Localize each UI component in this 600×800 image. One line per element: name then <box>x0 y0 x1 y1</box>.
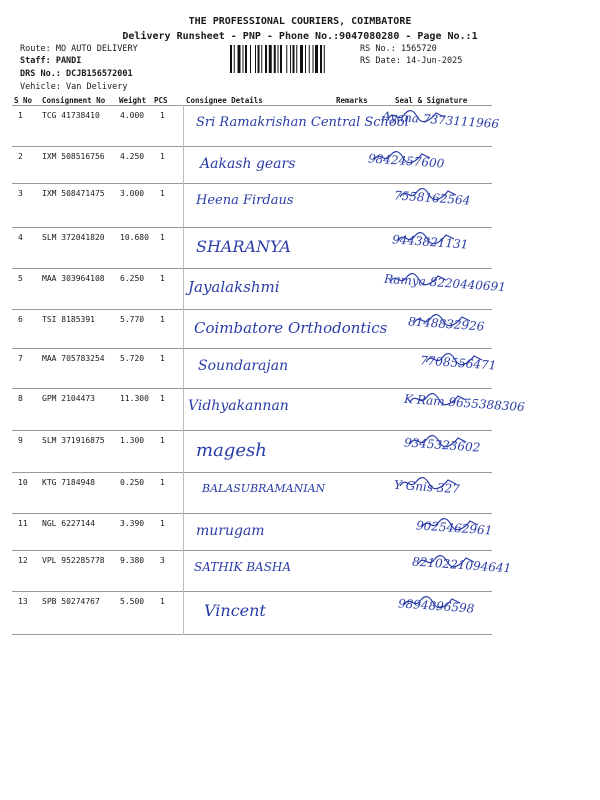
handwritten-consignee: BALASUBRAMANIAN <box>202 482 326 495</box>
handwritten-consignee: Heena Firdaus <box>196 193 294 208</box>
cell-sno: 11 <box>18 519 28 528</box>
cell-sno: 6 <box>18 315 23 324</box>
cell-sno: 7 <box>18 354 23 363</box>
consignee-col-divider <box>183 105 184 635</box>
col-header-sno: S No <box>14 96 33 105</box>
cell-pcs: 1 <box>160 152 165 161</box>
row-divider <box>12 146 492 147</box>
cell-pcs: 1 <box>160 189 165 198</box>
runsheet-subtitle: Delivery Runsheet - PNP - Phone No.:9047080280 - Page No.:1 <box>122 31 478 42</box>
handwritten-signature: 8210221094641 <box>411 554 512 576</box>
barcode-graphic <box>230 45 354 73</box>
cell-weight: 1.300 <box>120 436 145 445</box>
cell-weight: 5.500 <box>120 597 145 606</box>
cell-weight: 9.380 <box>120 556 145 565</box>
handwritten-signature: Ramya 8220440691 <box>383 271 507 295</box>
handwritten-consignee: Soundarajan <box>198 358 289 374</box>
signature-scribble <box>420 517 480 531</box>
cell-sno: 8 <box>18 394 23 403</box>
handwritten-consignee: murugam <box>196 523 265 539</box>
row-divider <box>12 348 492 349</box>
cell-weight: 3.390 <box>120 519 145 528</box>
row-divider <box>12 183 492 184</box>
cell-pcs: 1 <box>160 233 165 242</box>
cell-pcs: 1 <box>160 478 165 487</box>
handwritten-signature: 9894896598 <box>397 596 475 616</box>
cell-weight: 10.680 <box>120 233 149 242</box>
cell-consignment: SPB 50274767 <box>42 597 100 606</box>
handwritten-consignee: SHARANYA <box>196 237 291 256</box>
handwritten-signature: 7558162564 <box>393 188 471 208</box>
cell-weight: 5.770 <box>120 315 145 324</box>
cell-consignment: GPM 2104473 <box>42 394 95 403</box>
cell-sno: 3 <box>18 189 23 198</box>
cell-consignment: MAA 705783254 <box>42 354 105 363</box>
handwritten-consignee: Sri Ramakrishan Central School <box>196 115 409 130</box>
handwritten-signature: Ayana 7373111966 <box>381 108 500 132</box>
cell-weight: 0.250 <box>120 478 145 487</box>
cell-consignment: TSI 8185391 <box>42 315 95 324</box>
row-divider <box>12 472 492 473</box>
handwritten-consignee: Vidhyakannan <box>188 398 289 414</box>
handwritten-signature: 9025462961 <box>415 518 493 538</box>
handwritten-consignee: magesh <box>196 440 267 461</box>
signature-scribble <box>408 434 468 448</box>
cell-sno: 9 <box>18 436 23 445</box>
handwritten-signature: 9345323602 <box>403 435 481 455</box>
cell-weight: 4.250 <box>120 152 145 161</box>
staff-info: Staff: PANDI <box>20 56 82 66</box>
signature-scribble <box>424 352 484 366</box>
handwritten-consignee: Vincent <box>204 601 266 620</box>
page-title: THE PROFESSIONAL COURIERS, COIMBATORE <box>188 16 412 27</box>
cell-consignment: IXM 508471475 <box>42 189 105 198</box>
handwritten-consignee: Coimbatore Orthodontics <box>194 319 388 337</box>
col-header-remarks: Remarks <box>336 96 368 105</box>
signature-scribble <box>388 272 448 286</box>
cell-consignment: SLM 372041820 <box>42 233 105 242</box>
signature-scribble <box>398 187 458 201</box>
signature-scribble <box>416 554 476 568</box>
drs-info: DRS No.: DCJB156572001 <box>20 69 133 79</box>
signature-scribble <box>386 109 446 123</box>
cell-pcs: 1 <box>160 394 165 403</box>
cell-sno: 13 <box>18 597 28 606</box>
cell-consignment: MAA 303964108 <box>42 274 105 283</box>
cell-sno: 10 <box>18 478 28 487</box>
handwritten-signature: 9443821131 <box>391 232 469 252</box>
handwritten-consignee: Jayalakshmi <box>188 278 280 296</box>
cell-sno: 12 <box>18 556 28 565</box>
row-divider <box>12 591 492 592</box>
signature-scribble <box>398 476 458 490</box>
header-rule <box>12 105 492 106</box>
row-divider <box>12 268 492 269</box>
cell-sno: 2 <box>18 152 23 161</box>
cell-pcs: 1 <box>160 315 165 324</box>
cell-weight: 3.000 <box>120 189 145 198</box>
col-header-consignee: Consignee Details <box>186 96 263 105</box>
handwritten-signature: K Ram 9655388306 <box>403 391 526 415</box>
handwritten-signature: 9842457600 <box>367 151 445 171</box>
row-divider <box>12 513 492 514</box>
col-header-weight: Weight <box>119 96 147 105</box>
cell-sno: 5 <box>18 274 23 283</box>
signature-scribble <box>408 392 468 406</box>
cell-weight: 6.250 <box>120 274 145 283</box>
cell-pcs: 1 <box>160 111 165 120</box>
cell-consignment: SLM 371916875 <box>42 436 105 445</box>
row-divider <box>12 309 492 310</box>
row-divider <box>12 634 492 635</box>
cell-pcs: 1 <box>160 354 165 363</box>
cell-consignment: NGL 6227144 <box>42 519 95 528</box>
cell-pcs: 1 <box>160 519 165 528</box>
cell-pcs: 1 <box>160 597 165 606</box>
row-divider <box>12 550 492 551</box>
cell-pcs: 3 <box>160 556 165 565</box>
route-info: Route: MO AUTO DELIVERY <box>20 44 138 54</box>
cell-consignment: KTG 7184948 <box>42 478 95 487</box>
row-divider <box>12 430 492 431</box>
cell-pcs: 1 <box>160 436 165 445</box>
vehicle-info: Vehicle: Van Delivery <box>20 82 128 92</box>
cell-sno: 4 <box>18 233 23 242</box>
cell-pcs: 1 <box>160 274 165 283</box>
signature-scribble <box>396 231 456 245</box>
row-divider <box>12 388 492 389</box>
row-divider <box>12 227 492 228</box>
cell-weight: 4.000 <box>120 111 145 120</box>
col-header-seal: Seal & Signature <box>395 96 468 105</box>
rs-number: RS No.: 1565720 <box>360 44 437 54</box>
rs-date: RS Date: 14-Jun-2025 <box>360 56 463 66</box>
handwritten-signature: 8148832926 <box>407 314 485 334</box>
cell-consignment: IXM 508516756 <box>42 152 105 161</box>
cell-weight: 11.300 <box>120 394 149 403</box>
cell-consignment: TCG 41738410 <box>42 111 100 120</box>
signature-scribble <box>372 150 432 164</box>
cell-consignment: VPL 952285778 <box>42 556 105 565</box>
handwritten-signature: 7708556471 <box>419 353 497 373</box>
col-header-consignment: Consignment No <box>42 96 106 105</box>
handwritten-consignee: Aakash gears <box>200 156 296 172</box>
signature-scribble <box>412 313 472 327</box>
handwritten-consignee: SATHIK BASHA <box>194 560 292 574</box>
cell-sno: 1 <box>18 111 23 120</box>
signature-scribble <box>402 595 462 609</box>
handwritten-signature: Y Gnis 327 <box>393 477 461 497</box>
cell-weight: 5.720 <box>120 354 145 363</box>
col-header-pcs: PCS <box>154 96 168 105</box>
